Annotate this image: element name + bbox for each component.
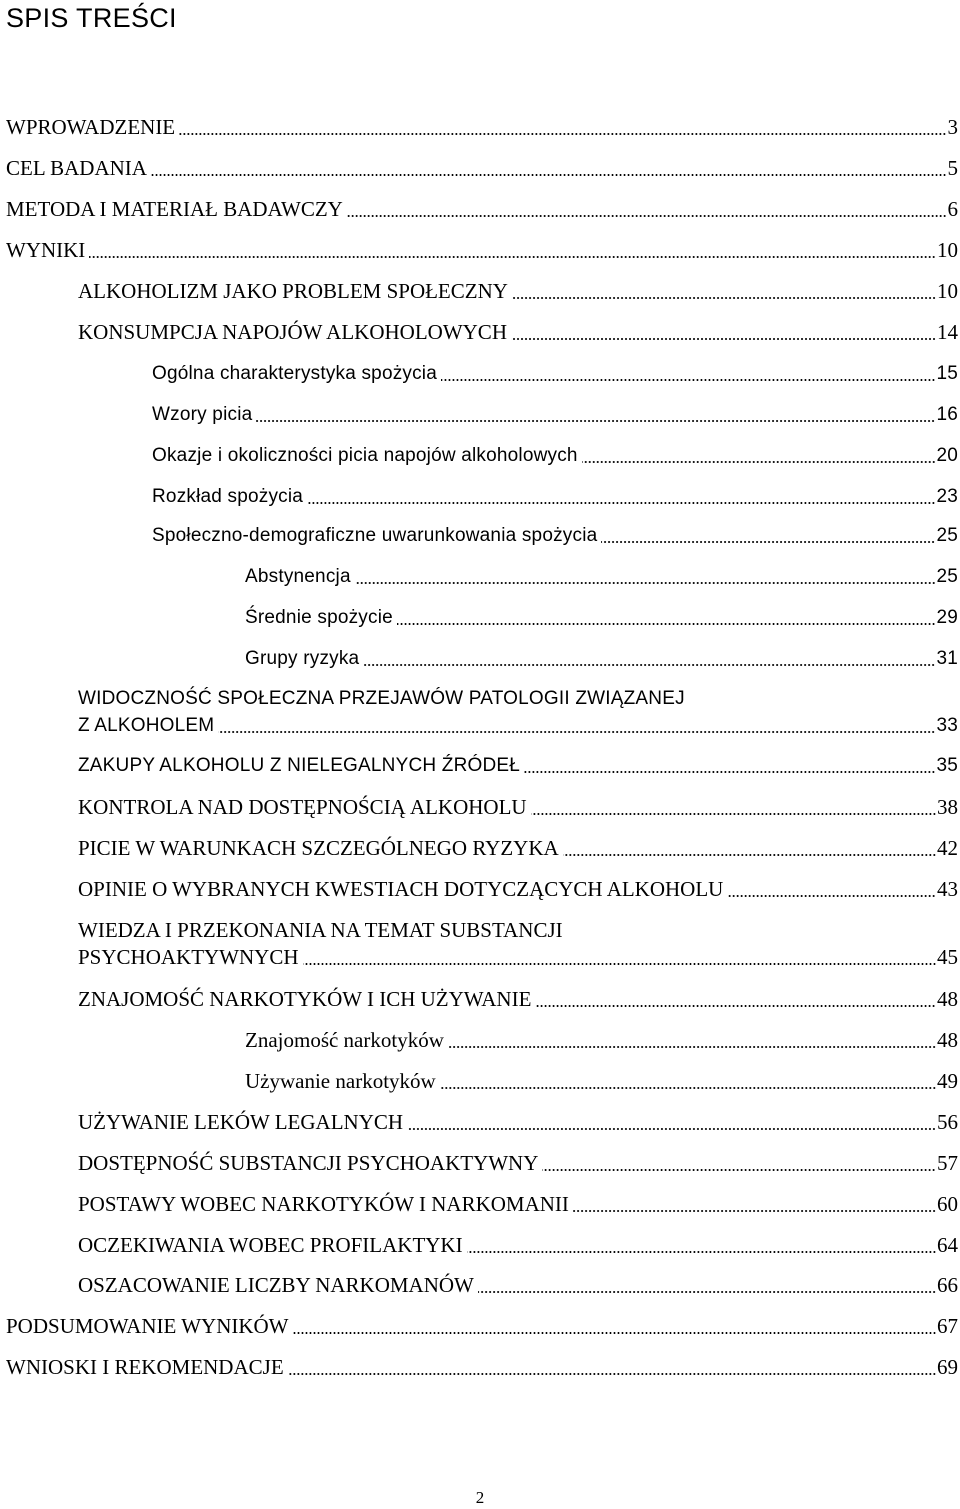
dot-leader [563, 854, 936, 856]
dot-leader [151, 174, 947, 176]
dot-leader [347, 215, 947, 217]
toc-entry-label: Ogólna charakterystyka spożycia [152, 363, 437, 384]
toc-entry-page: 57 [937, 1151, 958, 1175]
toc-entry-page: 23 [936, 486, 958, 507]
toc-entry-label: POSTAWY WOBEC NARKOTYKÓW I NARKOMANII [78, 1192, 569, 1216]
toc-entry[interactable] [6, 1354, 958, 1381]
toc-entry-page: 67 [937, 1314, 958, 1338]
dot-leader [363, 664, 935, 666]
dot-leader [512, 297, 936, 299]
toc-entry[interactable] [78, 1191, 958, 1218]
toc-entry-page: 5 [947, 156, 958, 180]
toc-entry[interactable] [78, 917, 958, 971]
dot-leader [179, 133, 946, 135]
toc-entry-label: Używanie narkotyków [245, 1069, 436, 1093]
toc-entry-page: 31 [936, 648, 958, 669]
toc-entry-page: 6 [947, 197, 958, 221]
toc-entry-label-line1: WIDOCZNOŚĆ SPOŁECZNA PRZEJAWÓW PATOLOGII ZWIĄZANEJ [78, 688, 685, 709]
toc-entry-label: OCZEKIWANIA WOBEC PROFILAKTYKI [78, 1233, 463, 1257]
dot-leader [256, 420, 935, 422]
dot-leader [524, 771, 935, 773]
toc-entry[interactable] [245, 604, 958, 631]
toc-entry-label: Okazje i okoliczności picia napojów alkoholowych [152, 445, 578, 466]
toc-entry-page: 43 [937, 877, 958, 901]
dot-leader [397, 623, 936, 625]
dot-leader [355, 582, 936, 584]
toc-entry[interactable] [152, 442, 958, 469]
toc-entry-page: 10 [937, 279, 958, 303]
toc-entry-label: Średnie spożycie [245, 607, 393, 628]
dot-leader [582, 461, 936, 463]
toc-entry-label: CEL BADANIA [6, 156, 147, 180]
toc-entry[interactable] [78, 794, 958, 821]
toc-entry-page: 10 [937, 238, 958, 262]
dot-leader [511, 338, 936, 340]
toc-entry[interactable] [6, 237, 958, 264]
toc-entry-page: 14 [937, 320, 958, 344]
dot-leader [531, 813, 936, 815]
toc-entry-label: DOSTĘPNOŚĆ SUBSTANCJI PSYCHOAKTYWNY [78, 1151, 539, 1175]
toc-entry-label: PODSUMOWANIE WYNIKÓW [6, 1314, 289, 1338]
toc-entry[interactable] [6, 1313, 958, 1340]
toc-entry-page: 20 [936, 445, 958, 466]
toc-entry-label: Znajomość narkotyków [245, 1028, 444, 1052]
toc-entry-page: 45 [937, 945, 958, 969]
toc-entry-page: 15 [936, 363, 958, 384]
toc-entry[interactable] [152, 522, 958, 549]
dot-leader [535, 1005, 936, 1007]
toc-entry[interactable] [152, 401, 958, 428]
dot-leader [440, 1087, 936, 1089]
toc-entry-page: 38 [937, 795, 958, 819]
dot-leader [478, 1291, 936, 1293]
toc-entry-label: WPROWADZENIE [6, 115, 176, 139]
toc-entry[interactable] [78, 1150, 958, 1177]
toc-entry[interactable] [6, 155, 958, 182]
toc-entry-label: WYNIKI [6, 238, 86, 262]
toc-entry-page: 29 [936, 607, 958, 628]
toc-entry-page: 3 [947, 115, 958, 139]
toc-entry-page: 35 [936, 755, 958, 776]
toc-entry-label: PICIE W WARUNKACH SZCZEGÓLNEGO RYZYKA [78, 836, 559, 860]
toc-entry-page: 25 [936, 566, 958, 587]
dot-leader [218, 731, 935, 733]
toc-entry[interactable] [78, 1232, 958, 1259]
toc-entry-page: 42 [937, 836, 958, 860]
toc-entry[interactable] [78, 876, 958, 903]
dot-leader [288, 1373, 936, 1375]
dot-leader [467, 1251, 936, 1253]
toc-entry[interactable] [78, 752, 958, 779]
toc-entry[interactable] [78, 986, 958, 1013]
toc-entry[interactable] [78, 685, 958, 739]
toc-entry[interactable] [6, 114, 958, 141]
toc-entry-label: WNIOSKI I REKOMENDACJE [6, 1355, 284, 1379]
dot-leader [727, 895, 936, 897]
toc-entry[interactable] [78, 319, 958, 346]
document-title: SPIS TREŚCI [6, 3, 177, 33]
toc-entry-label: Wzory picia [152, 404, 253, 425]
toc-entry-label-line2: Z ALKOHOLEM [78, 715, 215, 736]
dot-leader [542, 1169, 936, 1171]
toc-entry-label: Rozkład spożycia [152, 486, 304, 507]
toc-entry[interactable] [245, 1068, 958, 1095]
dot-leader [448, 1046, 936, 1048]
toc-entry-label: UŻYWANIE LEKÓW LEGALNYCH [78, 1110, 404, 1134]
toc-entry-page: 16 [936, 404, 958, 425]
toc-entry-label-line1: WIEDZA I PRZEKONANIA NA TEMAT SUBSTANCJI [78, 918, 563, 942]
toc-entry-page: 56 [937, 1110, 958, 1134]
toc-entry[interactable] [245, 563, 958, 590]
dot-leader [407, 1128, 936, 1130]
toc-entry-page: 66 [937, 1273, 958, 1297]
toc-entry-page: 25 [936, 525, 958, 546]
toc-entry-label: ZNAJOMOŚĆ NARKOTYKÓW I ICH UŻYWANIE [78, 987, 532, 1011]
toc-entry-label: OPINIE O WYBRANYCH KWESTIACH DOTYCZĄCYCH ALKOHOLU [78, 877, 724, 901]
toc-entry-label: ALKOHOLIZM JAKO PROBLEM SPOŁECZNY [78, 279, 508, 303]
toc-entry[interactable] [78, 1109, 958, 1136]
toc-entry-page: 49 [937, 1069, 958, 1093]
toc-entry-label-line2: PSYCHOAKTYWNYCH [78, 945, 299, 969]
dot-leader [303, 963, 936, 965]
toc-entry[interactable] [245, 645, 958, 672]
toc-entry-label: Społeczno-demograficzne uwarunkowania spożycia [152, 525, 598, 546]
toc-entry[interactable] [78, 835, 958, 862]
toc-entry-page: 33 [936, 715, 958, 736]
toc-entry-label: KONTROLA NAD DOSTĘPNOŚCIĄ ALKOHOLU [78, 795, 527, 819]
toc-entry[interactable] [78, 1272, 958, 1299]
toc-entry-page: 64 [937, 1233, 958, 1257]
toc-entry[interactable] [152, 360, 958, 387]
toc-entry-label: Grupy ryzyka [245, 648, 360, 669]
toc-entry-page: 69 [937, 1355, 958, 1379]
toc-entry-page: 48 [937, 1028, 958, 1052]
toc-entry-page: 60 [937, 1192, 958, 1216]
toc-entry-label: ZAKUPY ALKOHOLU Z NIELEGALNYCH ŹRÓDEŁ [78, 755, 521, 776]
toc-entry[interactable] [78, 278, 958, 305]
toc-entry[interactable] [245, 1027, 958, 1054]
dot-leader [293, 1332, 936, 1334]
page-number: 2 [475, 1488, 485, 1507]
dot-leader [307, 502, 935, 504]
dot-leader [573, 1210, 936, 1212]
toc-entry-page: 48 [937, 987, 958, 1011]
toc-entry[interactable] [6, 196, 958, 223]
toc-entry-label: KONSUMPCJA NAPOJÓW ALKOHOLOWYCH [78, 320, 507, 344]
toc-entry-label: OSZACOWANIE LICZBY NARKOMANÓW [78, 1273, 474, 1297]
toc-entry[interactable] [152, 483, 958, 510]
toc-entry-label: METODA I MATERIAŁ BADAWCZY [6, 197, 343, 221]
toc-entry-label: Abstynencja [245, 566, 351, 587]
dot-leader [89, 256, 936, 258]
dot-leader [601, 541, 935, 543]
dot-leader [441, 379, 935, 381]
